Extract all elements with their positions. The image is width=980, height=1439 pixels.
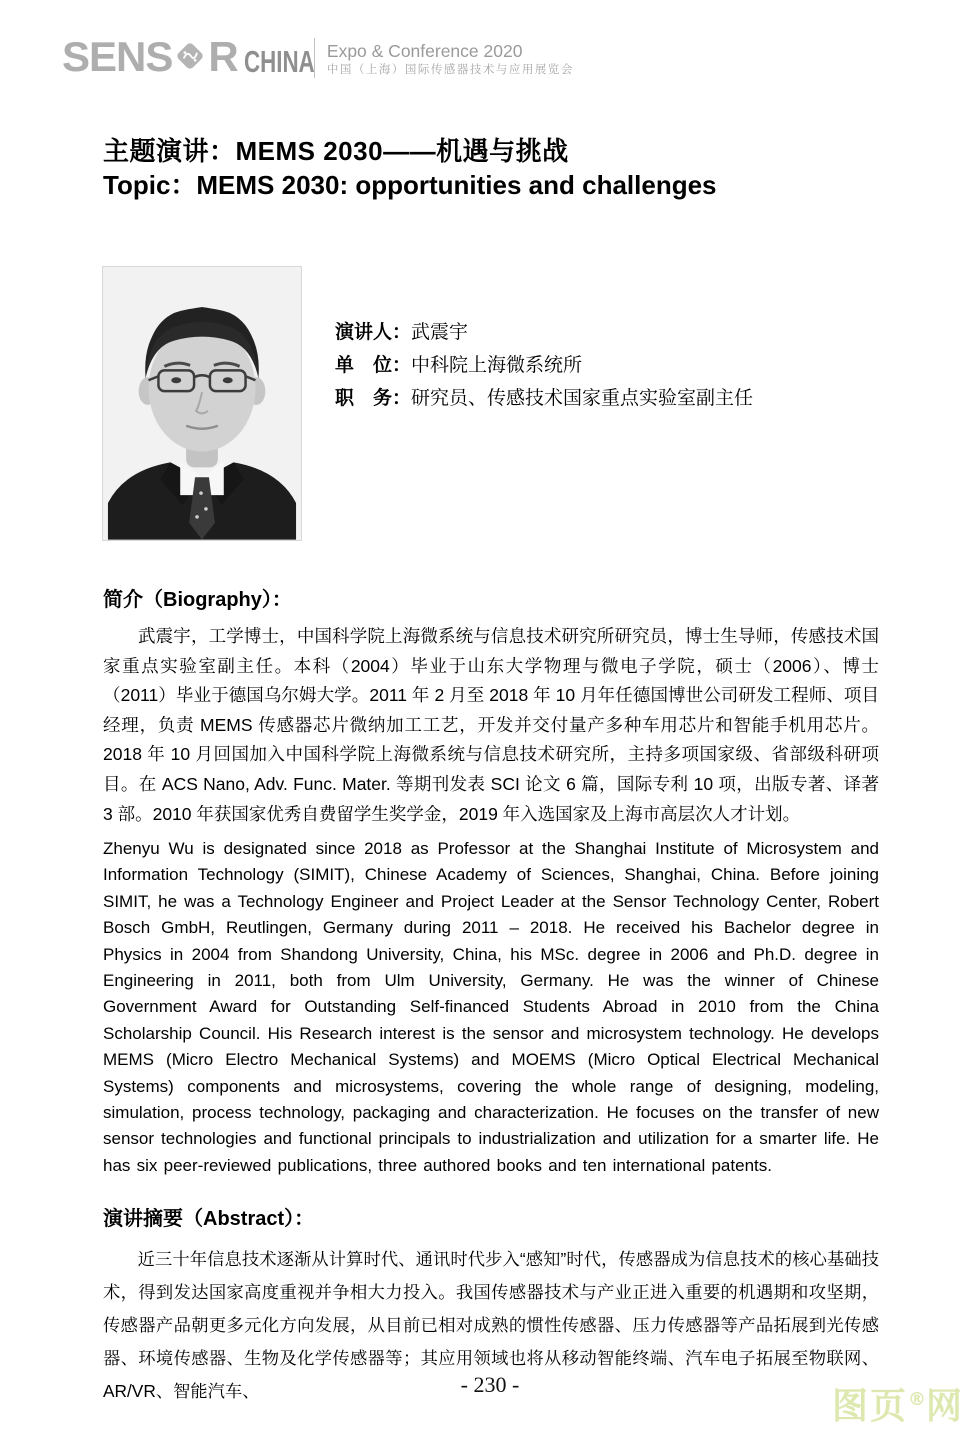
watermark-text-left: 图页 bbox=[831, 1386, 908, 1427]
speaker-position-label: 职 务： bbox=[335, 388, 412, 409]
title-chinese: 主题演讲：MEMS 2030——机遇与挑战 bbox=[103, 136, 569, 166]
speaker-position-value: 研究员、传感技术国家重点实验室副主任 bbox=[411, 388, 754, 409]
title-english: Topic：MEMS 2030: opportunities and challenges bbox=[103, 170, 717, 200]
page-title bbox=[103, 134, 883, 202]
logo-text-china: CHINA bbox=[243, 44, 315, 79]
speaker-affiliation-row bbox=[335, 349, 753, 382]
speaker-name-value: 武震宇 bbox=[411, 322, 469, 343]
logo-tagline-english: Expo & Conference 2020 bbox=[326, 41, 523, 61]
logo-text-r: R bbox=[208, 33, 238, 80]
speaker-affiliation-label: 单 位： bbox=[335, 355, 412, 376]
sensor-china-logo bbox=[62, 34, 574, 80]
biography-paragraph-english: Zhenyu Wu is designated since 2018 as Professor at the Shanghai Institute of Microsystem and Information Technology (SIMIT), Chinese Academy of Sciences, Shanghai, China. Before joining SIMIT, he was a Technology Engineer and Project Leader at the Sensor Technology Center, Robert Bosch GmbH, Reutlingen, Germany during 2011 – 2018. He received his Bachelor degree in Physics in 2004 from Shandong University, China, his MSc. degree in 2006 and Ph.D. degree in Engineering in 2011, both from Ulm University, Germany. He was the winner of Chinese Government Award for Outstanding Self-financed Students Abroad in 2010 from the China Scholarship Council. His Research interest is the sensor and microsystem technology. He develops MEMS (Micro Electro Mechanical Systems) and MOEMS (Micro Optical Electrical Mechanical Systems) components and microsystems, covering the whole range of designing, modeling, simulation, process technology, packaging and characterization. He focuses on the transfer of new sensor technologies and functional principals to industrialization and utilization for a smarter life. He has six peer-reviewed publications, three authored books and ten international patents. bbox=[103, 839, 879, 1175]
logo-tagline-chinese: 中国（上海）国际传感器技术与应用展览会 bbox=[326, 64, 574, 76]
logo-taglines bbox=[327, 40, 574, 80]
registered-trademark-icon: ® bbox=[907, 1389, 926, 1410]
speaker-position-row bbox=[335, 382, 753, 415]
logo-wordmark bbox=[62, 34, 238, 80]
speaker-affiliation-value: 中科院上海微系统所 bbox=[411, 355, 583, 376]
watermark-text-right: 网 bbox=[925, 1386, 964, 1427]
biography-heading: 简介（Biography）： bbox=[103, 589, 292, 611]
speaker-name-label: 演讲人： bbox=[335, 322, 412, 343]
logo-text-sens: SENS bbox=[62, 33, 173, 80]
speaker-name-row bbox=[335, 316, 753, 349]
watermark-logo bbox=[832, 1378, 964, 1429]
abstract-heading: 演讲摘要（Abstract）： bbox=[103, 1208, 315, 1230]
speaker-photo bbox=[102, 266, 302, 541]
speaker-portrait-illustration bbox=[103, 267, 301, 540]
page-number: - 230 - bbox=[460, 1372, 520, 1397]
biography-paragraph-chinese: 武震宇，工学博士，中国科学院上海微系统与信息技术研究所研究员，博士生导师，传感技术国家重点实验室副主任。本科（2004）毕业于山东大学物理与微电子学院，硕士（2006）、博士（2011）毕业于德国乌尔姆大学。2011 年 2 月至 2018 年 10 月年任德国博世公司研发工程师、项目经理，负责 MEMS 传感器芯片微纳加工工艺，开发并交付量产多种车用芯片和智能手机用芯片。2018 年 10 月回国加入中国科学院上海微系统与信息技术研究所，主持多项国家级、省部级科研项目。在 ACS Nano, Adv. Func. Mater. 等期刊发表 SCI 论文 6 篇，国际专利 10 项，出版专著、译著 3 部。2010 年获国家优秀自费留学生奖学金，2019 年入选国家及上海市高层次人才计划。 bbox=[103, 626, 879, 824]
abstract-paragraph-chinese: 近三十年信息技术逐渐从计算时代、通讯时代步入“感知”时代，传感器成为信息技术的核心基础技术，得到发达国家高度重视并争相大力投入。我国传感器技术与产业正进入重要的机遇期和攻坚期，传感器产品朝更多元化方向发展，从目前已相对成熟的惯性传感器、压力传感器等产品拓展到光传感器、环境传感器、生物及化学传感器等；其应用领域也将从移动智能终端、汽车电子拓展至物联网、AR/VR、智能汽车、 bbox=[103, 1249, 879, 1401]
sensor-diamond-icon bbox=[173, 39, 207, 73]
speaker-info bbox=[335, 316, 753, 415]
